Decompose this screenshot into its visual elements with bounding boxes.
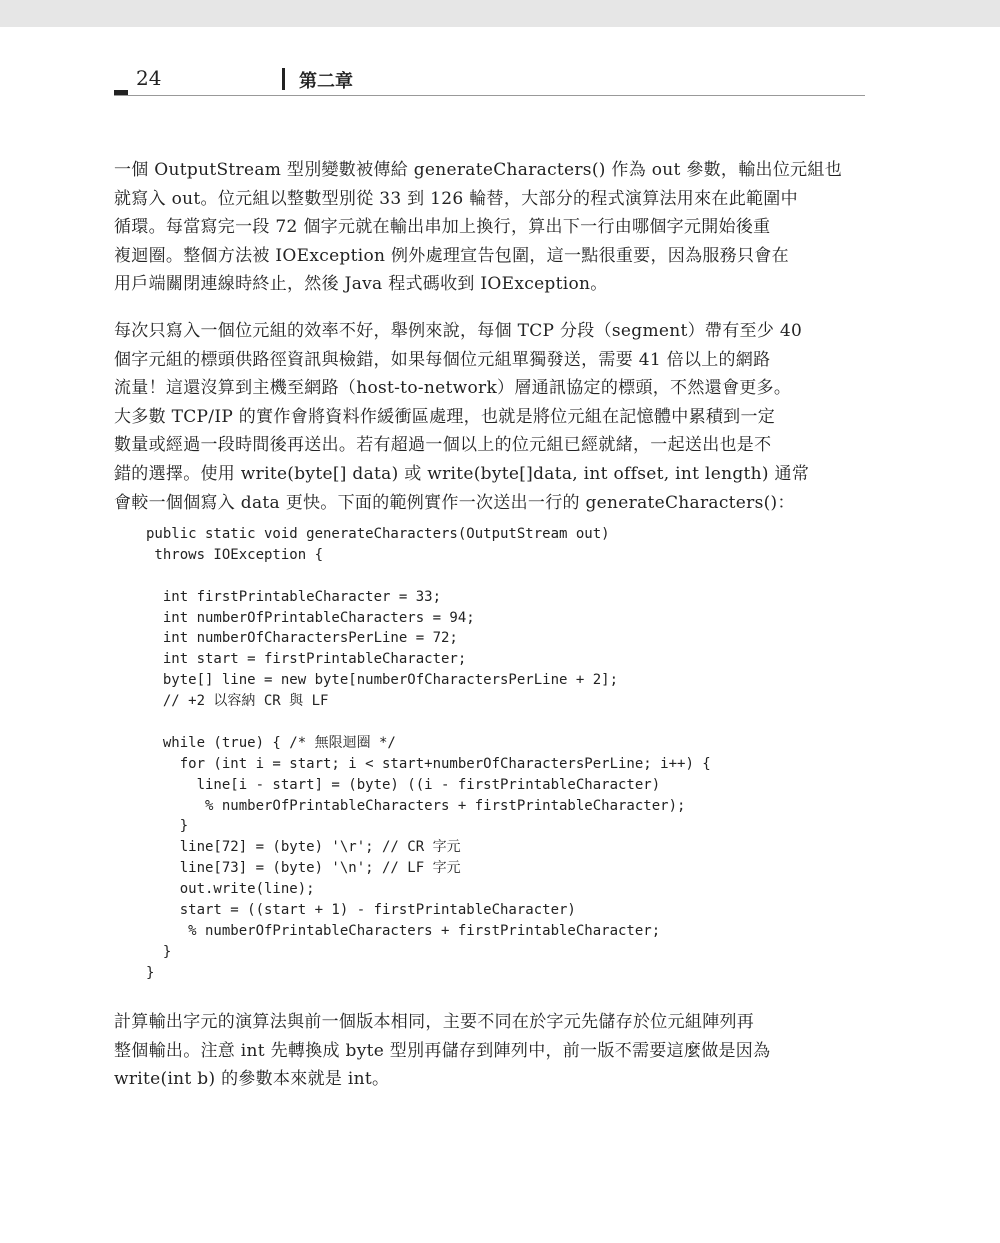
code-line: int numberOfCharactersPerLine = 72; (146, 630, 458, 647)
code-line: line[73] = (byte) '\n'; // LF 字元 (146, 860, 461, 877)
paragraph-line: 數量或經過一段時間後再送出。若有超過一個以上的位元組已經就緒，一起送出也是不 (114, 435, 772, 456)
code-line: int firstPrintableCharacter = 33; (146, 588, 442, 605)
code-line: out.write(line); (146, 881, 315, 898)
code-listing (146, 524, 711, 984)
top-gray-bar (0, 0, 1000, 27)
paragraph-line: 計算輸出字元的演算法與前一個版本相同，主要不同在於字元先儲存於位元組陣列再 (114, 1012, 755, 1032)
code-line: } (146, 818, 189, 835)
paragraph-line: 整個輸出。注意 int 先轉換成 byte 型別再儲存到陣列中，前一版不需要這麼做是因為 (114, 1040, 771, 1061)
code-line: line[72] = (byte) '\r'; // CR 字元 (146, 839, 461, 856)
paragraph-line: 大多數 TCP/IP 的實作會將資料作緩衝區處理，也就是將位元組在記憶體中累積到一定 (114, 406, 776, 427)
paragraph-line: 複迴圈。整個方法被 IOException 例外處理宣告包圍，這一點很重要，因為服務只會在 (114, 245, 789, 266)
paragraph-line: 錯的選擇。使用 write(byte[] data) 或 write(byte[]data, int offset, int length) 通常 (114, 463, 810, 484)
code-line: byte[] line = new byte[numberOfCharactersPerLine + 2]; (146, 672, 619, 689)
code-line (146, 712, 711, 733)
code-line: start = ((start + 1) - firstPrintableCharacter) (146, 902, 576, 919)
paragraph-line: write(int b) 的參數本來就是 int。 (114, 1069, 390, 1090)
page-number: 24 (136, 66, 162, 90)
code-line: int start = firstPrintableCharacter; (146, 651, 467, 668)
code-line: // +2 以容納 CR 與 LF (146, 693, 329, 710)
paragraph-3 (114, 1008, 865, 1094)
paragraph-line: 循環。每當寫完一段 72 個字元就在輸出串加上換行，算出下一行由哪個字元開始後重 (114, 217, 771, 238)
code-line: while (true) { /* 無限迴圈 */ (146, 734, 396, 751)
chapter-title: 第二章 (299, 71, 353, 92)
paragraph-2 (114, 317, 865, 517)
code-line: line[i - start] = (byte) ((i - firstPrintableCharacter) (146, 776, 661, 793)
code-line: int numberOfPrintableCharacters = 94; (146, 609, 475, 626)
code-line: throws IOException { (146, 546, 324, 563)
header-separator (282, 68, 285, 90)
paragraph-line: 會較一個個寫入 data 更快。下面的範例實作一次送出一行的 generateCharacters()： (114, 492, 795, 513)
code-line: % numberOfPrintableCharacters + firstPrintableCharacter; (146, 922, 661, 939)
code-line: public static void generateCharacters(OutputStream out) (146, 526, 610, 542)
code-line: % numberOfPrintableCharacters + firstPrintableCharacter); (146, 797, 686, 814)
code-line (146, 566, 711, 587)
code-line: } (146, 964, 155, 981)
paragraph-line: 就寫入 out。位元組以整數型別從 33 到 126 輪替，大部分的程式演算法用來在此範圍中 (114, 188, 798, 209)
code-line: } (146, 943, 172, 960)
paragraph-1 (114, 156, 865, 299)
header-rule (114, 95, 865, 96)
paragraph-line: 每次只寫入一個位元組的效率不好，舉例來說，每個 TCP 分段（segment）帶有至少 40 (114, 321, 803, 341)
paragraph-line: 個字元組的標頭供路徑資訊與檢錯，如果每個位元組單獨發送，需要 41 倍以上的網路 (114, 349, 771, 370)
code-line: for (int i = start; i < start+numberOfCharactersPerLine; i++) { (146, 755, 711, 772)
paragraph-line: 流量！這還沒算到主機至網路（host-to-network）層通訊協定的標頭，不然還會更多。 (114, 378, 792, 399)
paragraph-line: 一個 OutputStream 型別變數被傳給 generateCharacters() 作為 out 參數，輸出位元組也 (114, 160, 843, 180)
page-header (114, 62, 865, 98)
paragraph-line: 用戶端關閉連線時終止，然後 Java 程式碼收到 IOException。 (114, 274, 608, 295)
